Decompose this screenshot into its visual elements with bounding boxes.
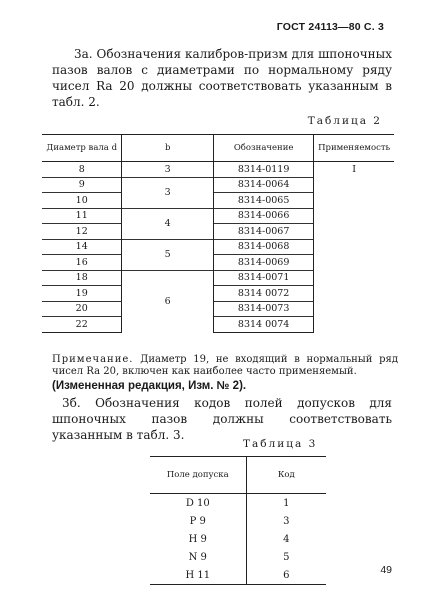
col-header-diameter: Диаметр вала d bbox=[42, 135, 122, 162]
table-row bbox=[150, 566, 326, 585]
cell-tolerance-field: P 9 bbox=[189, 515, 206, 527]
cell-b: 4 bbox=[122, 208, 213, 239]
paragraph-3a: 3а. Обозначения калибров-призм для шпоночных пазов валов с диаметрами по нормальному ряду чисел Ra 20 должны соответствовать указанным в табл. 2. bbox=[52, 47, 392, 109]
col-header-b: b bbox=[122, 135, 213, 162]
cell-diameter: 18 bbox=[42, 270, 122, 286]
page-number: 49 bbox=[380, 564, 392, 576]
table-2 bbox=[42, 134, 394, 333]
cell-designation: 8314 0072 bbox=[213, 286, 313, 302]
cell-diameter: 20 bbox=[42, 301, 122, 317]
table-row bbox=[42, 162, 394, 178]
col-header-designation: Обозначение bbox=[213, 135, 313, 162]
cell-designation: 8314-0064 bbox=[213, 177, 313, 193]
table-3-header-row bbox=[150, 457, 326, 494]
cell-designation: 8314-0071 bbox=[213, 270, 313, 286]
cell-designation: 8314-0069 bbox=[213, 255, 313, 271]
cell-designation: 8314-0119 bbox=[213, 162, 313, 178]
table-3-caption: Таблица 3 bbox=[243, 438, 318, 450]
cell-designation: 8314 0074 bbox=[213, 317, 313, 333]
cell-applicability: I bbox=[314, 162, 394, 178]
page-header: ГОСТ 24113—80 С. 3 bbox=[276, 21, 384, 33]
cell-b: 6 bbox=[122, 270, 213, 332]
cell-diameter: 12 bbox=[42, 224, 122, 240]
cell-diameter: 9 bbox=[42, 177, 122, 193]
table-row bbox=[150, 494, 326, 513]
cell-diameter: 11 bbox=[42, 208, 122, 224]
cell-diameter: 22 bbox=[42, 317, 122, 333]
cell-designation: 8314-0068 bbox=[213, 239, 313, 255]
cell-tolerance-field: N 9 bbox=[188, 551, 207, 563]
cell-tolerance-field: D 10 bbox=[185, 497, 210, 509]
cell-designation: 8314-0067 bbox=[213, 224, 313, 240]
cell-b: 3 bbox=[122, 177, 213, 208]
note-text: Диаметр 19, не входящий в нормальный ряд чисел Ra 20, включен как наиболее часто применяемый. bbox=[52, 354, 398, 377]
col-header-code: Код bbox=[246, 457, 326, 494]
cell-tolerance-field: H 9 bbox=[188, 533, 207, 545]
table-3 bbox=[150, 456, 326, 585]
paragraph-3b: 3б. Обозначения кодов полей допусков для шпоночных пазов должны соответствовать указанным в табл. 3. bbox=[52, 396, 392, 442]
cell-diameter: 14 bbox=[42, 239, 122, 255]
note-lead: Примечание. bbox=[52, 354, 134, 365]
table-row bbox=[150, 530, 326, 548]
edition-note: (Измененная редакция, Изм. № 2). bbox=[52, 380, 247, 392]
cell-code: 6 bbox=[246, 566, 326, 585]
cell-code: 1 bbox=[246, 494, 326, 513]
cell-designation: 8314-0073 bbox=[213, 301, 313, 317]
cell-diameter: 16 bbox=[42, 255, 122, 271]
cell-code: 5 bbox=[246, 548, 326, 566]
table-2-caption: Таблица 2 bbox=[307, 115, 382, 127]
cell-code: 3 bbox=[246, 512, 326, 530]
cell-designation: 8314-0066 bbox=[213, 208, 313, 224]
cell-code: 4 bbox=[246, 530, 326, 548]
table-row bbox=[150, 512, 326, 530]
table-row bbox=[150, 548, 326, 566]
table-2-note bbox=[52, 354, 398, 378]
col-header-applicability: Применяемость bbox=[314, 135, 394, 162]
cell-applicability bbox=[314, 177, 394, 332]
cell-b: 5 bbox=[122, 239, 213, 270]
cell-b: 3 bbox=[122, 162, 213, 178]
table-row bbox=[42, 177, 394, 193]
cell-diameter: 10 bbox=[42, 193, 122, 209]
cell-diameter: 8 bbox=[78, 163, 85, 175]
cell-diameter: 19 bbox=[42, 286, 122, 302]
cell-designation: 8314-0065 bbox=[213, 193, 313, 209]
table-2-header-row bbox=[42, 135, 394, 162]
col-header-tolerance-field: Поле допуска bbox=[150, 457, 246, 494]
cell-tolerance-field: H 11 bbox=[150, 566, 246, 585]
